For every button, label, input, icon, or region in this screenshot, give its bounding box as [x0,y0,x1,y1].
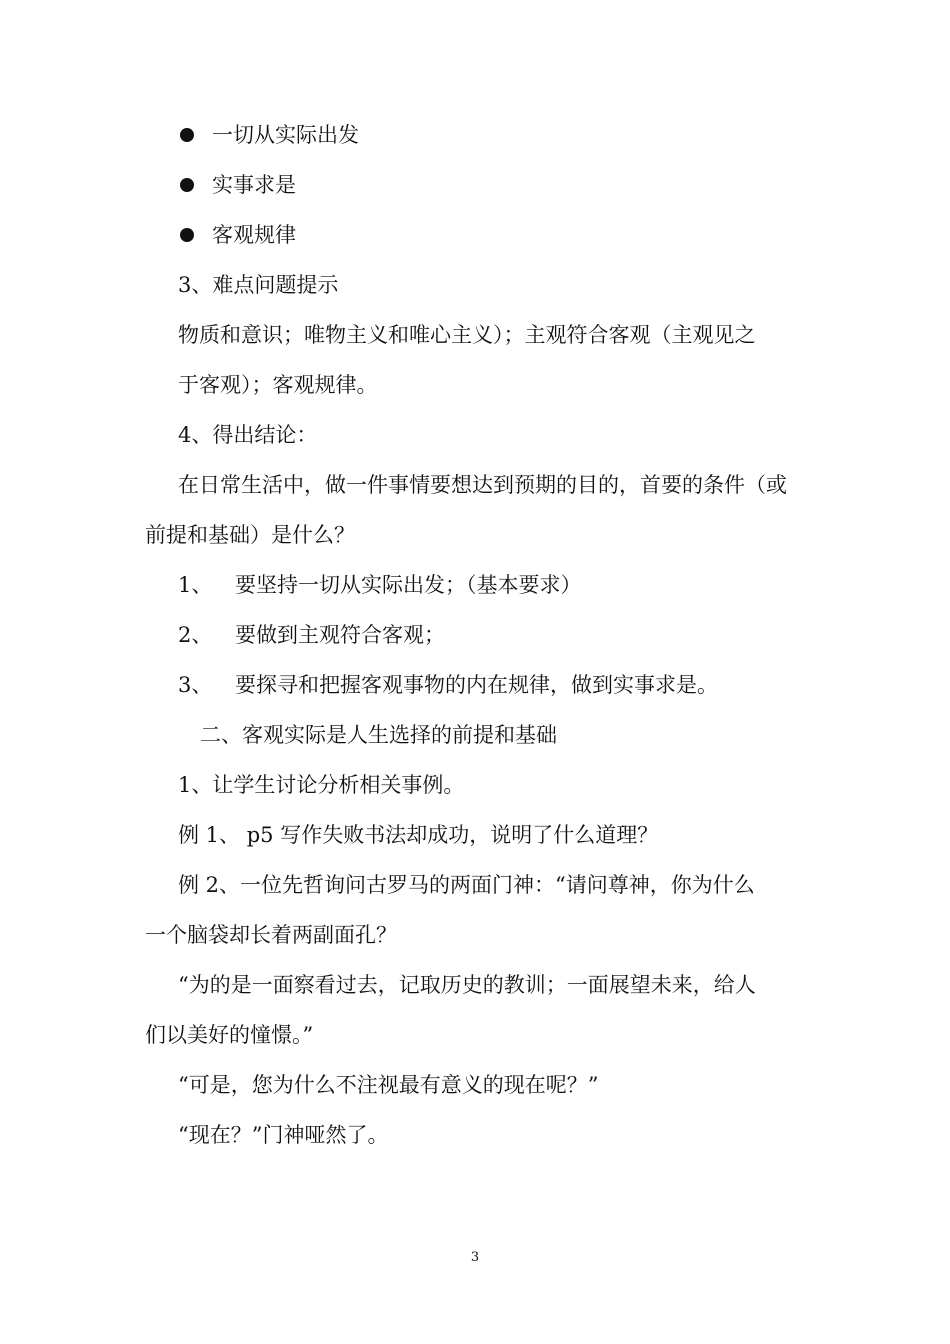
paragraph-line: 物质和意识；唯物主义和唯心主义）；主观符合客观（主观见之 [178,323,756,347]
list-item-number: 2、 [178,623,213,647]
bullet-item: 客观规律 [212,223,296,247]
list-item-text: 要探寻和把握客观事物的内在规律，做到实事求是。 [235,673,718,697]
paragraph-line: “现在？”门神哑然了。 [178,1123,389,1147]
bullet-dot-icon [180,228,194,242]
paragraph-line: 一个脑袋却长着两副面孔？ [145,923,397,947]
paragraph-line: 在日常生活中，做一件事情要想达到预期的目的，首要的条件（或 [178,473,787,497]
page-number: 3 [470,1250,480,1265]
paragraph-line: “可是，您为什么不注视最有意义的现在呢？” [178,1073,599,1097]
section-heading: 4、得出结论： [178,423,318,447]
part-heading: 二、客观实际是人生选择的前提和基础 [200,723,557,747]
paragraph-line: 例 2、一位先哲询问古罗马的两面门神：“请问尊神，你为什么 [178,873,755,897]
list-item-number: 1、 [178,573,213,597]
bullet-item: 一切从实际出发 [212,123,359,147]
section-heading: 3、难点问题提示 [178,273,339,297]
paragraph-line: 前提和基础）是什么？ [145,523,355,547]
list-item-text: 要坚持一切从实际出发；（基本要求） [235,573,582,597]
paragraph-line: 们以美好的憧憬。” [145,1023,314,1047]
paragraph-line: “为的是一面察看过去，记取历史的教训；一面展望未来，给人 [178,973,756,997]
bullet-dot-icon [180,178,194,192]
paragraph-line: 1、让学生讨论分析相关事例。 [178,773,465,797]
paragraph-line: 于客观）；客观规律。 [178,373,378,397]
bullet-dot-icon [180,128,194,142]
bullet-item: 实事求是 [212,173,296,197]
list-item-number: 3、 [178,673,213,697]
list-item-text: 要做到主观符合客观； [235,623,445,647]
paragraph-line: 例 1、 p5 写作失败书法却成功，说明了什么道理？ [178,823,659,847]
